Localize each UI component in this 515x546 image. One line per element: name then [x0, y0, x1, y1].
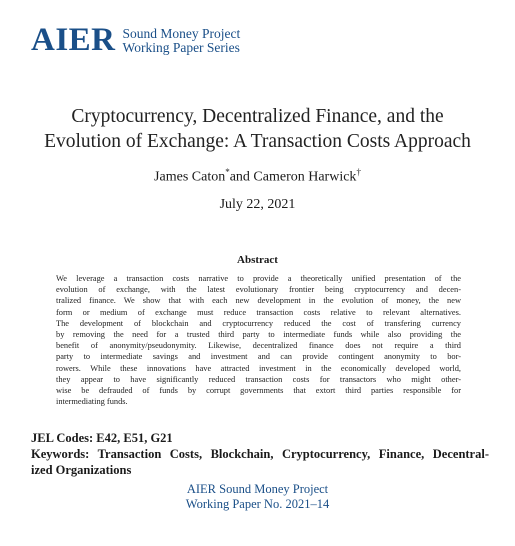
abstract-line: tralized finance. We show that with each new development in the evolution of money, the new [56, 296, 461, 306]
paper-title-line1: Cryptocurrency, Decentralized Finance, and the [71, 106, 444, 127]
author-name: and Cameron Harwick [229, 169, 357, 185]
abstract-line: party to intermediate savings and investment and can provide contingent anonymity to bor- [56, 352, 461, 362]
logo-subtitle [123, 27, 241, 55]
author-line [0, 167, 515, 186]
aier-logo [31, 24, 240, 57]
working-paper-footer [0, 482, 515, 512]
paper-title-line2: Evolution of Exchange: A Transaction Costs Approach [44, 131, 471, 152]
abstract-line: wise be defrauded of funds by corrupt governments that extort third parties responsible for [56, 386, 461, 396]
abstract-line: form or medium of exchange must reduce transaction costs relative to relevant alternatives. [56, 307, 461, 317]
abstract-line: by removing the need for a trusted third party to intermediate funds while also providing the [56, 330, 461, 340]
abstract-heading: Abstract [237, 254, 278, 266]
paper-metadata [31, 430, 489, 478]
paper-title [0, 104, 515, 154]
footer-project: AIER Sound Money Project [186, 482, 329, 496]
abstract-line: intermediating funds. [56, 397, 128, 407]
jel-codes: JEL Codes: E42, E51, G21 [31, 431, 173, 445]
abstract-body [56, 273, 461, 407]
logo-wordmark: AIER [31, 22, 116, 58]
author-name: James Caton [154, 169, 226, 185]
abstract-line: benefit of anonymity/pseudonymity. Likewise, decentralized finance does not require a third [56, 341, 461, 351]
abstract-line: rowers. While these innovations have attracted investment in the economically developed world, [56, 363, 461, 373]
abstract-line: evolution of exchange, with the latest evolutionary frontier being cryptocurrency and decen- [56, 285, 461, 295]
author-footnote-mark: * [225, 167, 230, 177]
keywords-line2: ized Organizations [31, 463, 132, 477]
abstract-line: The development of blockchain and cryptocurrency reduced the cost of transfering currency [56, 318, 461, 328]
paper-date: July 22, 2021 [219, 197, 296, 212]
abstract-line: We leverage a transaction costs narrative to provide a theoretically unified presentation of the [56, 274, 461, 283]
abstract-line: they appear to have significantly reduced transaction costs for transactors who might other- [56, 374, 461, 384]
keywords-line1: Keywords: Transaction Costs, Blockchain, Cryptocurrency, Finance, Decentral- [31, 447, 489, 461]
logo-subtitle-line1: Sound Money Project [122, 25, 241, 41]
logo-subtitle-line2: Working Paper Series [122, 39, 240, 55]
author-footnote-mark: † [356, 167, 361, 177]
footer-paper-number: Working Paper No. 2021–14 [185, 497, 330, 511]
